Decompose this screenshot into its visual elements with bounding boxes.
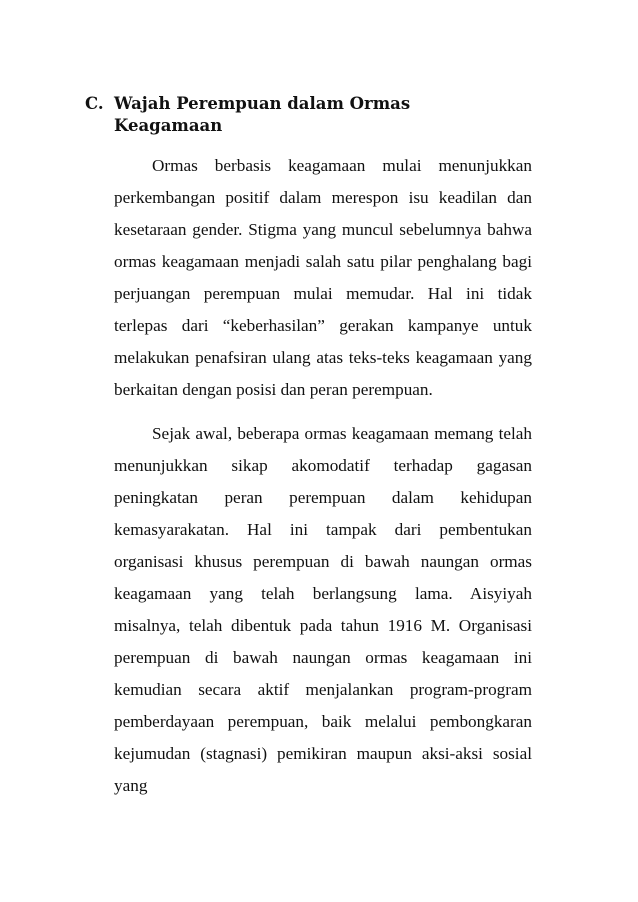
paragraph-2: Sejak awal, beberapa ormas keagamaan memang telah menunjukkan sikap akomodatif terhadap gagasan peningkatan peran perempuan dalam kehidupan kemasyarakatan. Hal ini tampak dari pembentukan organisasi khusus perempuan di bawah naungan ormas keagamaan yang telah berlangsung lama. Aisyiyah misalnya, telah dibentuk pada tahun 1916 M. Organisasi perempuan di bawah naungan ormas keagamaan ini kemudian secara aktif menjalankan program-program pemberdayaan perempuan, baik melalui pembongkaran kejumudan (stagnasi) pemikiran maupun aksi-aksi sosial yang <box>114 424 532 795</box>
paragraph-1: Ormas berbasis keagamaan mulai menunjukkan perkembangan positif dalam merespon isu keadilan dan kesetaraan gender. Stigma yang muncul sebelumnya bahwa ormas keagamaan menjadi salah satu pilar penghalang bagi perjuangan perempuan mulai memudar. Hal ini tidak terlepas dari “keberhasilan” gerakan kampanye untuk melakukan penafsiran ulang atas teks-teks keagamaan yang berkaitan dengan posisi dan peran perempuan. <box>114 156 532 399</box>
body-text <box>114 150 532 802</box>
section-letter: C. <box>85 94 104 113</box>
section-title: Wajah Perempuan dalam Ormas Keagamaan <box>114 94 411 135</box>
